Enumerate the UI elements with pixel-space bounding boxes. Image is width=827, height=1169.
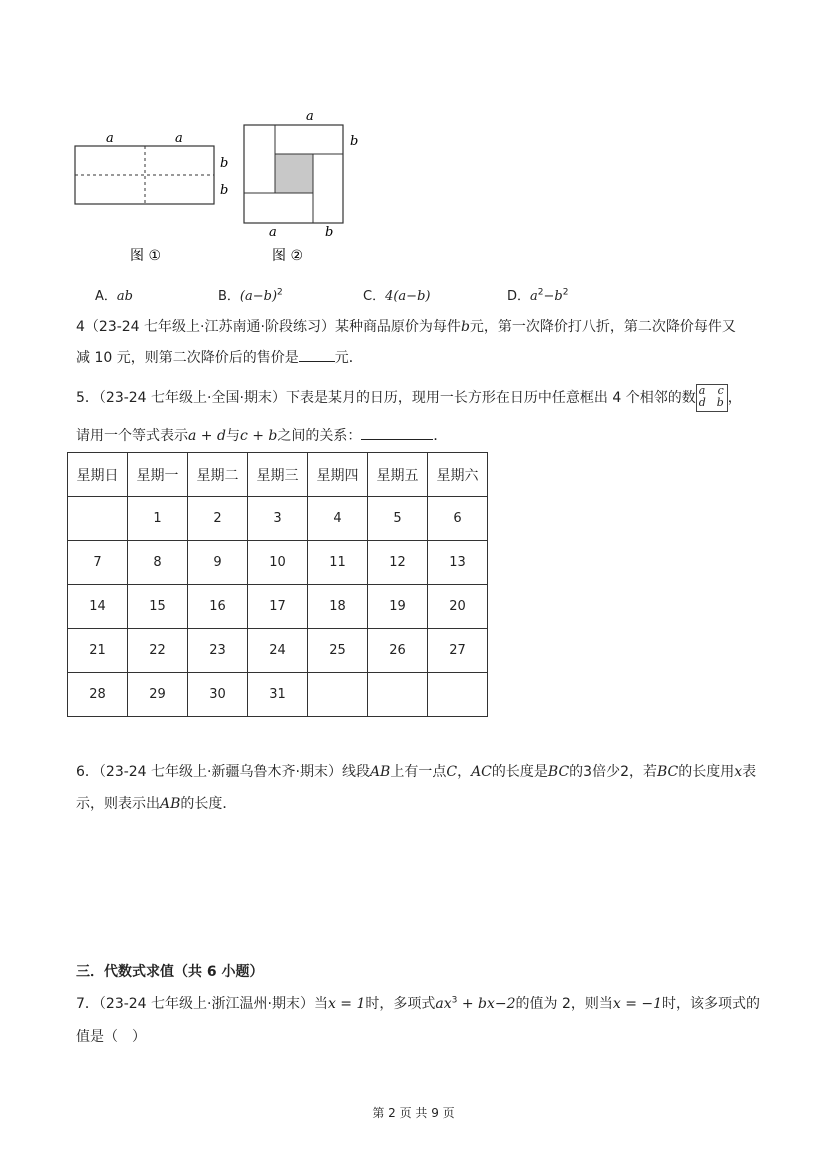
calendar-header: 星期日	[68, 453, 128, 497]
calendar-header: 星期二	[188, 453, 248, 497]
fig1-label-b-bottom: b	[220, 183, 229, 198]
q5-line-2: 请用一个等式表示a + d与c + b之间的关系： ．	[76, 428, 448, 444]
calendar-header: 星期三	[248, 453, 308, 497]
calendar-cell: 3	[248, 497, 308, 541]
calendar-cell: 19	[368, 585, 428, 629]
calendar-cell	[428, 673, 488, 717]
calendar-cell: 30	[188, 673, 248, 717]
calendar-cell: 16	[188, 585, 248, 629]
calendar-header: 星期五	[368, 453, 428, 497]
calendar-header: 星期六	[428, 453, 488, 497]
calendar-cell: 9	[188, 541, 248, 585]
calendar-cell: 2	[188, 497, 248, 541]
option-c: C．4(a−b)	[363, 289, 431, 304]
fig1-label-a-left: a	[106, 131, 114, 146]
calendar-cell: 1	[128, 497, 188, 541]
fig2-label-a-bottom: a	[269, 225, 277, 240]
calendar-cell: 21	[68, 629, 128, 673]
calendar-cell: 5	[368, 497, 428, 541]
calendar-cell	[308, 673, 368, 717]
calendar-header-row	[68, 453, 488, 497]
calendar-table	[67, 452, 488, 717]
calendar-row	[68, 585, 488, 629]
option-b: B．$(a-b)^2$	[218, 287, 283, 304]
fig2-label-b-bottom: b	[325, 225, 334, 240]
calendar-cell: 17	[248, 585, 308, 629]
calendar-cell: 7	[68, 541, 128, 585]
calendar-cell: 11	[308, 541, 368, 585]
calendar-cell: 4	[308, 497, 368, 541]
q7-line-2: 值是（ ）	[76, 1029, 146, 1045]
calendar-cell	[68, 497, 128, 541]
q4-line-2: 减 10 元，则第二次降价后的售价是 元．	[76, 350, 363, 366]
calendar-cell: 18	[308, 585, 368, 629]
calendar-cell: 29	[128, 673, 188, 717]
fig2-label-a-top: a	[306, 109, 314, 124]
calendar-header: 星期四	[308, 453, 368, 497]
figure-2	[238, 108, 368, 270]
page-footer: 第 2 页 共 9 页	[372, 1106, 455, 1120]
calendar-cell: 22	[128, 629, 188, 673]
fig1-label-a-right: a	[175, 131, 183, 146]
calendar-cell: 27	[428, 629, 488, 673]
calendar-cell: 13	[428, 541, 488, 585]
calendar-row	[68, 629, 488, 673]
calendar-row	[68, 673, 488, 717]
calendar-row	[68, 497, 488, 541]
q6-line-2: 示，则表示出AB的长度．	[76, 796, 237, 812]
calendar-cell: 25	[308, 629, 368, 673]
section-heading: 三．代数式求值（共 6 小题）	[76, 964, 264, 980]
q4-line-1: 4（23-24 七年级上·江苏南通·阶段练习）某种商品原价为每件b元，第一次降价打八折，第二次降价每件又	[76, 319, 736, 335]
fig1-caption: 图 ①	[130, 248, 162, 264]
calendar-cell: 10	[248, 541, 308, 585]
calendar-cell: 15	[128, 585, 188, 629]
fig2-center-square	[275, 154, 313, 193]
calendar-cell: 8	[128, 541, 188, 585]
calendar-header: 星期一	[128, 453, 188, 497]
calendar-cell: 26	[368, 629, 428, 673]
calendar-cell: 14	[68, 585, 128, 629]
figure-1	[60, 120, 240, 270]
calendar-cell: 20	[428, 585, 488, 629]
calendar-cell: 31	[248, 673, 308, 717]
q4-answer-blank[interactable]	[299, 348, 335, 362]
option-d: D．$a^2-b^2$	[507, 287, 569, 304]
calendar-cell: 24	[248, 629, 308, 673]
q6-line-1: 6．（23-24 七年级上·新疆乌鲁木齐·期末）线段AB上有一点C，AC的长度是BC的3倍少2，若BC的长度用x表	[76, 764, 757, 780]
q7-line-1: 7．（23-24 七年级上·浙江温州·期末）当x = 1时，多项式$ax^3 + bx-2$的值为 2，则当x = −1时，该多项式的	[76, 995, 761, 1012]
q5-line-1: 5．（23-24 七年级上·全国·期末）下表是某月的日历，现用一长方形在日历中任意框出 4 个相邻的数 a c d b ，	[76, 384, 742, 412]
calendar-cell: 28	[68, 673, 128, 717]
option-a: A．ab	[95, 289, 133, 304]
calendar-cell: 6	[428, 497, 488, 541]
fig1-label-b-top: b	[220, 156, 229, 171]
fig2-caption: 图 ②	[272, 248, 304, 264]
calendar-row	[68, 541, 488, 585]
q5-answer-blank[interactable]	[361, 426, 433, 440]
calendar-cell	[368, 673, 428, 717]
calendar-cell: 12	[368, 541, 428, 585]
q5-four-number-box: a c d b	[696, 384, 728, 412]
fig2-label-b-right: b	[350, 134, 359, 149]
calendar-cell: 23	[188, 629, 248, 673]
